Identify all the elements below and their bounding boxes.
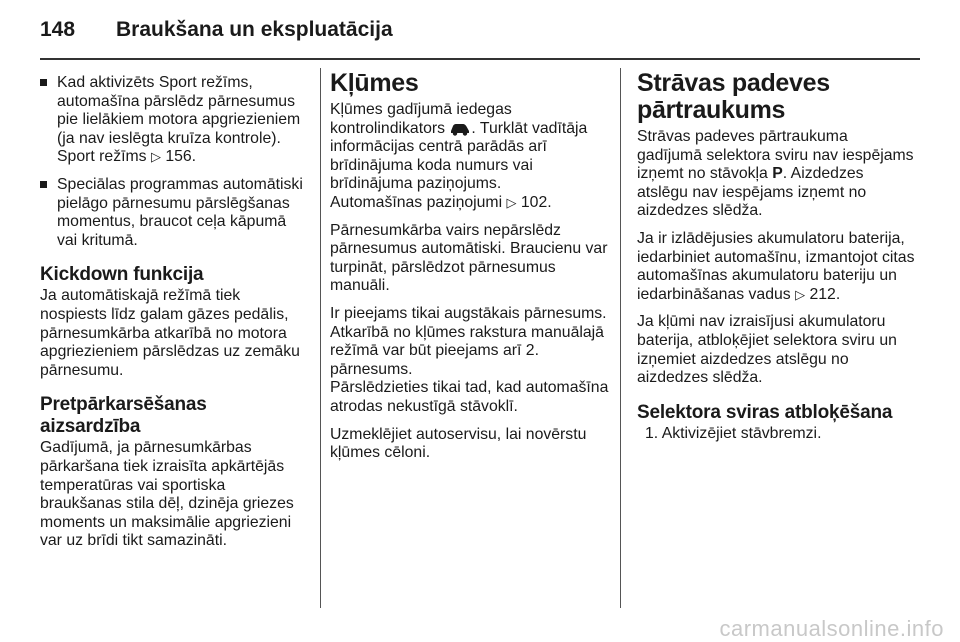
page-reference-arrow-icon: ▷ (150, 149, 161, 165)
page-reference-arrow-icon: ▷ (506, 194, 517, 210)
paragraph: Strāvas padeves pārtraukuma gadījumā selektora sviru nav iespējams izņemt no stāvokļa P. Aizdedzes atslēgu nav iespējams izņemt no aizdedzes slēdža. (637, 128, 914, 220)
page-header (40, 14, 920, 54)
section-title: Kļūmes (330, 69, 419, 97)
header-rule (40, 58, 920, 60)
car-indicator-icon (449, 122, 471, 136)
list-item: Kad aktivizēts Sport režīms, automašīna pārslēdz pārnesumus pie lielākiem motora apgriezieniem (ja nav ieslēgta kruīza kontrole). Sport režīms ▷ 156. (40, 74, 308, 167)
selector-position-label: P (772, 165, 783, 183)
list-item: Speciālas programmas automātiski pielāgo pārnesumu pārslēgšanas momentus, braucot ceļa kāpumā vai kritumā. (40, 176, 308, 250)
section-title: Strāvas padeves pārtraukums (637, 69, 830, 124)
page-reference-arrow-icon: ▷ (795, 286, 806, 302)
column-middle (330, 69, 610, 472)
page-reference: 156. (165, 148, 197, 166)
page-reference: 212. (809, 285, 841, 303)
paragraph: Gadījumā, ja pārnesumkārbas pārkaršana tiek izraisīta apkārtējās temperatūras vai sportiska braukšanas stila dēļ, dzinēja griezes moments un maksimālie apgriezieni var uz brīdi tikt samazināti. (40, 439, 294, 550)
paragraph: Kļūmes gadījumā iedegas kontrolindikators . Turklāt vadītāja informācijas centrā parādās arī brīdinājuma koda numurs vai brīdinājuma paziņojums. Automašīnas paziņojumi ▷ 102. (330, 101, 588, 211)
paragraph: Uzmeklējiet autoservisu, lai novērstu kļūmes cēloni. (330, 425, 587, 462)
section-heading: Pretpārkarsēšanas aizsardzība (40, 394, 207, 438)
paragraph: Ja automātiskajā režīmā tiek nospiests līdz galam gāzes pedālis, pārnesumkārba atkarībā no motora apgriezieniem pārslēdzas uz zemāku pārnesumu. (40, 287, 300, 379)
bullet-marker-icon (40, 181, 47, 188)
paragraph: Ir pieejams tikai augstākais pārnesums. Atkarībā no kļūmes rakstura manuālajā režīmā var būt pieejams arī 2. pārnesums. Pārslēdzieties tikai tad, kad automašīna atrodas nekustīgā stāvoklī. (330, 304, 609, 415)
bullet-marker-icon (40, 79, 47, 86)
paragraph: Ja kļūmi nav izraisījusi akumulatoru baterija, atbloķējiet selektora sviru un izņemiet aizdedzes atslēgu no aizdedzes slēdža. (637, 313, 897, 387)
list-item: 1. Aktivizējiet stāvbremzi. (645, 424, 822, 442)
column-right (637, 69, 917, 452)
column-divider (320, 68, 321, 608)
watermark: carmanualsonline.info (719, 616, 944, 641)
chapter-title: Braukšana un ekspluatācija (116, 18, 393, 41)
page-reference: 102. (520, 193, 552, 211)
paragraph: Ja ir izlādējusies akumulatoru baterija, iedarbiniet automašīnu, izmantojot citas automašīnas akumulatoru bateriju un iedarbināšanas vadus ▷ 212. (637, 229, 915, 303)
column-left (40, 74, 308, 560)
page-number: 148 (40, 18, 76, 41)
section-heading: Selektora sviras atbloķēšana (637, 401, 893, 423)
paragraph: Pārnesumkārba vairs nepārslēdz pārnesumus automātiski. Braucienu var turpināt, pārslēdzot pārnesumus manuāli. (330, 221, 608, 295)
section-heading: Kickdown funkcija (40, 264, 204, 286)
column-divider (620, 68, 621, 608)
